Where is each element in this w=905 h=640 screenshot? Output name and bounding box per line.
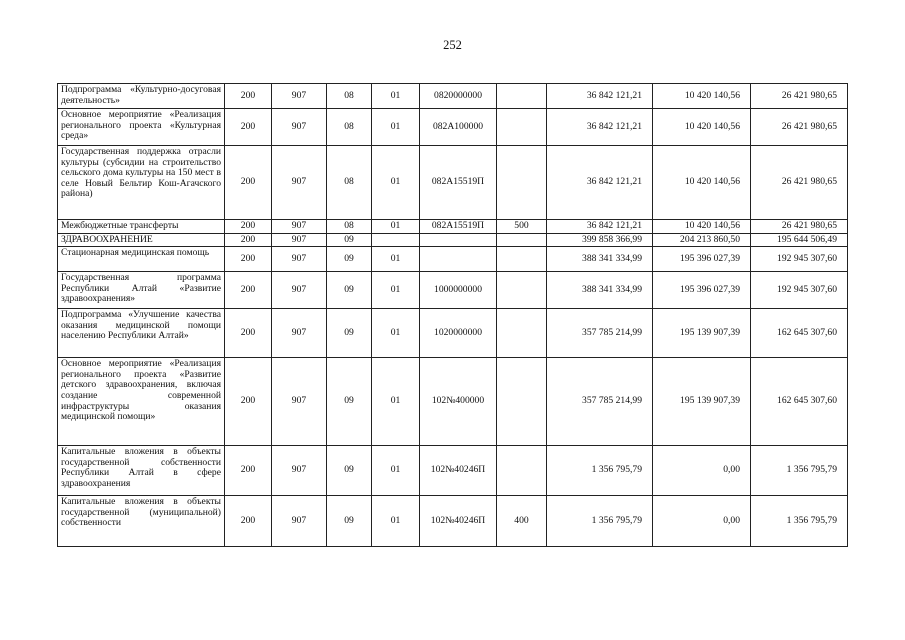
expense-type-cell: [497, 309, 547, 358]
row-name-cell: Основное мероприятие «Реализация регионального проекта «Развитие детского здравоохранения, включая создание современной инфраструктуры оказания медицинской помощи»: [58, 358, 225, 446]
subsection-code-cell: 01: [372, 146, 420, 220]
row-name-cell: Стационарная медицинская помощь: [58, 247, 225, 272]
subsection-code-cell: 01: [372, 84, 420, 109]
admin-code-cell: 200: [225, 220, 272, 234]
row-name-cell: Подпрограмма «Культурно-досуговая деятельность»: [58, 84, 225, 109]
amount-year3-cell: 1 356 795,79: [751, 496, 848, 547]
expense-type-cell: [497, 233, 547, 247]
row-name-cell: Капитальные вложения в объекты государственной (муниципальной) собственности: [58, 496, 225, 547]
table-row: [58, 220, 848, 234]
amount-total-cell: 388 341 334,99: [547, 272, 653, 309]
expense-type-cell: [497, 146, 547, 220]
target-article-cell: 0820000000: [420, 84, 497, 109]
row-name-cell: Межбюджетные трансферты: [58, 220, 225, 234]
target-article-cell: 082A100000: [420, 109, 497, 146]
target-article-cell: 102№400000: [420, 358, 497, 446]
amount-year3-cell: 26 421 980,65: [751, 146, 848, 220]
admin-code-cell: 200: [225, 272, 272, 309]
section-code-cell: 08: [327, 146, 372, 220]
subsection-code-cell: 01: [372, 446, 420, 496]
expense-type-cell: [497, 446, 547, 496]
amount-year3-cell: 26 421 980,65: [751, 109, 848, 146]
page-number: 252: [443, 38, 462, 52]
admin-code-cell: 200: [225, 109, 272, 146]
admin-code-cell: 200: [225, 84, 272, 109]
amount-year2-cell: 0,00: [653, 446, 751, 496]
grbs-code-cell: 907: [272, 220, 327, 234]
table-row: [58, 272, 848, 309]
section-code-cell: 08: [327, 220, 372, 234]
grbs-code-cell: 907: [272, 272, 327, 309]
amount-year3-cell: 26 421 980,65: [751, 84, 848, 109]
amount-year2-cell: 0,00: [653, 496, 751, 547]
amount-year2-cell: 195 396 027,39: [653, 247, 751, 272]
row-name-cell: Государственная поддержка отрасли культуры (субсидии на строительство сельского дома культуры на 150 мест в селе Новый Бельтир Кош-Агачского района): [58, 146, 225, 220]
admin-code-cell: 200: [225, 358, 272, 446]
amount-total-cell: 36 842 121,21: [547, 109, 653, 146]
amount-total-cell: 36 842 121,21: [547, 84, 653, 109]
amount-year2-cell: 10 420 140,56: [653, 109, 751, 146]
expense-type-cell: [497, 109, 547, 146]
expense-type-cell: [497, 247, 547, 272]
target-article-cell: 082A15519П: [420, 146, 497, 220]
subsection-code-cell: 01: [372, 272, 420, 309]
row-name-cell: Государственная программа Республики Алтай «Развитие здравоохранения»: [58, 272, 225, 309]
grbs-code-cell: 907: [272, 247, 327, 272]
amount-year3-cell: 1 356 795,79: [751, 446, 848, 496]
subsection-code-cell: 01: [372, 109, 420, 146]
amount-year2-cell: 10 420 140,56: [653, 84, 751, 109]
amount-year3-cell: 162 645 307,60: [751, 309, 848, 358]
amount-year2-cell: 204 213 860,50: [653, 233, 751, 247]
subsection-code-cell: 01: [372, 496, 420, 547]
section-code-cell: 09: [327, 233, 372, 247]
amount-year3-cell: 192 945 307,60: [751, 272, 848, 309]
table-row: [58, 358, 848, 446]
row-name-cell: ЗДРАВООХРАНЕНИЕ: [58, 233, 225, 247]
admin-code-cell: 200: [225, 446, 272, 496]
table-row: [58, 446, 848, 496]
section-code-cell: 09: [327, 496, 372, 547]
grbs-code-cell: 907: [272, 496, 327, 547]
grbs-code-cell: 907: [272, 109, 327, 146]
expense-type-cell: [497, 358, 547, 446]
expense-type-cell: [497, 272, 547, 309]
row-name-cell: Капитальные вложения в объекты государственной собственности Республики Алтай в сфере здравоохранения: [58, 446, 225, 496]
row-name-cell: Основное мероприятие «Реализация регионального проекта «Культурная среда»: [58, 109, 225, 146]
admin-code-cell: 200: [225, 496, 272, 547]
section-code-cell: 08: [327, 109, 372, 146]
amount-total-cell: 1 356 795,79: [547, 446, 653, 496]
amount-year3-cell: 195 644 506,49: [751, 233, 848, 247]
grbs-code-cell: 907: [272, 233, 327, 247]
amount-year3-cell: 192 945 307,60: [751, 247, 848, 272]
target-article-cell: 102№40246П: [420, 496, 497, 547]
amount-total-cell: 399 858 366,99: [547, 233, 653, 247]
amount-total-cell: 357 785 214,99: [547, 309, 653, 358]
amount-year3-cell: 162 645 307,60: [751, 358, 848, 446]
subsection-code-cell: 01: [372, 309, 420, 358]
amount-total-cell: 1 356 795,79: [547, 496, 653, 547]
subsection-code-cell: 01: [372, 220, 420, 234]
subsection-code-cell: [372, 233, 420, 247]
budget-table: [57, 83, 848, 547]
section-code-cell: 09: [327, 272, 372, 309]
amount-total-cell: 388 341 334,99: [547, 247, 653, 272]
amount-year2-cell: 195 396 027,39: [653, 272, 751, 309]
target-article-cell: 082A15519П: [420, 220, 497, 234]
table-row: [58, 84, 848, 109]
admin-code-cell: 200: [225, 146, 272, 220]
amount-total-cell: 357 785 214,99: [547, 358, 653, 446]
amount-year2-cell: 10 420 140,56: [653, 220, 751, 234]
row-name-cell: Подпрограмма «Улучшение качества оказания медицинской помощи населению Республики Алтай»: [58, 309, 225, 358]
table-row: [58, 109, 848, 146]
grbs-code-cell: 907: [272, 358, 327, 446]
expense-type-cell: 400: [497, 496, 547, 547]
admin-code-cell: 200: [225, 247, 272, 272]
target-article-cell: [420, 247, 497, 272]
amount-total-cell: 36 842 121,21: [547, 146, 653, 220]
table-row: [58, 309, 848, 358]
amount-year2-cell: 10 420 140,56: [653, 146, 751, 220]
table-row: [58, 146, 848, 220]
table-row: [58, 233, 848, 247]
section-code-cell: 09: [327, 309, 372, 358]
target-article-cell: 102№40246П: [420, 446, 497, 496]
grbs-code-cell: 907: [272, 446, 327, 496]
grbs-code-cell: 907: [272, 309, 327, 358]
subsection-code-cell: 01: [372, 247, 420, 272]
section-code-cell: 09: [327, 247, 372, 272]
amount-total-cell: 36 842 121,21: [547, 220, 653, 234]
expense-type-cell: 500: [497, 220, 547, 234]
table-row: [58, 247, 848, 272]
target-article-cell: 1020000000: [420, 309, 497, 358]
amount-year2-cell: 195 139 907,39: [653, 358, 751, 446]
section-code-cell: 09: [327, 446, 372, 496]
section-code-cell: 08: [327, 84, 372, 109]
grbs-code-cell: 907: [272, 146, 327, 220]
expense-type-cell: [497, 84, 547, 109]
grbs-code-cell: 907: [272, 84, 327, 109]
amount-year2-cell: 195 139 907,39: [653, 309, 751, 358]
admin-code-cell: 200: [225, 233, 272, 247]
admin-code-cell: 200: [225, 309, 272, 358]
target-article-cell: 1000000000: [420, 272, 497, 309]
target-article-cell: [420, 233, 497, 247]
subsection-code-cell: 01: [372, 358, 420, 446]
table-row: [58, 496, 848, 547]
amount-year3-cell: 26 421 980,65: [751, 220, 848, 234]
section-code-cell: 09: [327, 358, 372, 446]
